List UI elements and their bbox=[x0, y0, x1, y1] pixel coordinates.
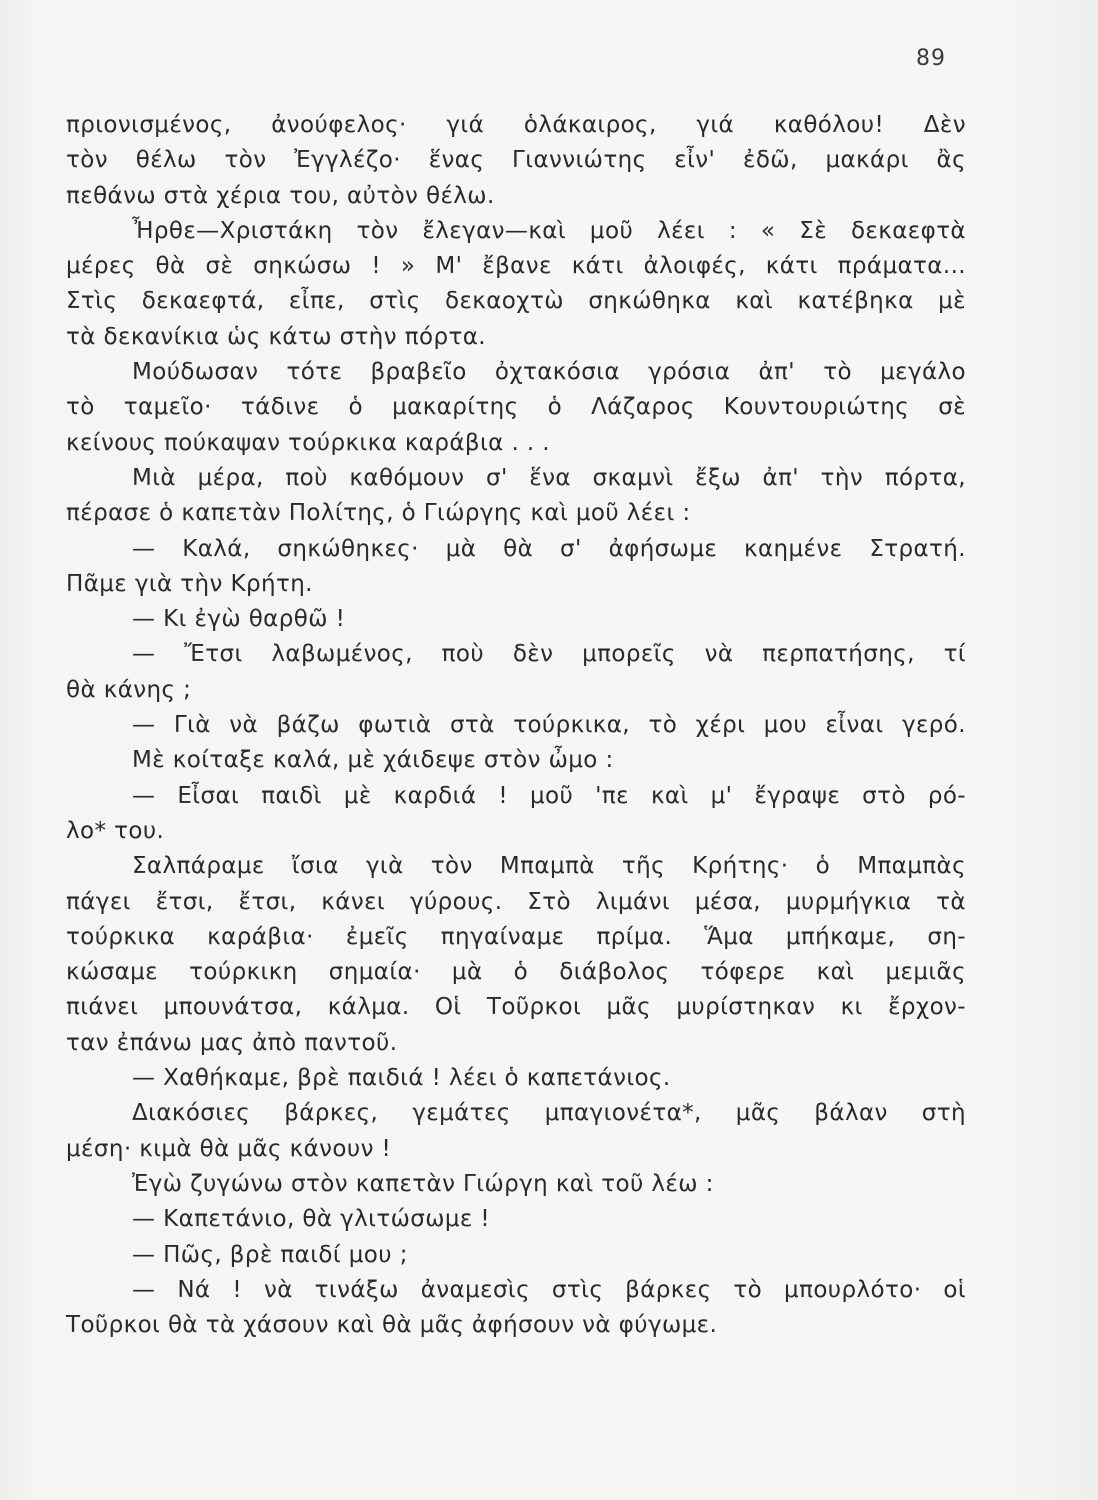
text-line: — Καλά, σηκώθηκες· μὰ θὰ σ' ἀφήσωμε καημένε Στρατή. bbox=[132, 535, 966, 562]
text-line: — Νά ! νὰ τινάξω ἀναμεσὶς στὶς βάρκες τὸ μπουρλότο· οἱ bbox=[132, 1276, 966, 1303]
text-line: πεθάνω στὰ χέρια του, αὐτὸν θέλω. bbox=[66, 182, 495, 209]
text-line: Σαλπάραμε ἴσια γιὰ τὸν Μπαμπὰ τῆς Κρήτης· ὁ Μπαμπὰς bbox=[132, 853, 966, 880]
text-line: λο* του. bbox=[66, 817, 165, 844]
text-line: Μούδωσαν τότε βραβεῖο ὀχτακόσια γρόσια ἀπ' τὸ μεγάλο bbox=[132, 359, 966, 386]
text-line: πριονισμένος, ἀνούφελος· γιά ὁλάκαιρος, γιά καθόλου! Δὲν bbox=[66, 112, 966, 138]
text-line: Ἦρθε—Χριστάκη τὸν ἔλεγαν—καὶ μοῦ λέει : « Σὲ δεκαεφτὰ bbox=[132, 217, 966, 244]
text-line: πάγει ἔτσι, ἔτσι, κάνει γύρους. Στὸ λιμάνι μέσα, μυρμήγκια τὰ bbox=[66, 888, 966, 915]
text-line: θὰ κάνης ; bbox=[66, 676, 192, 703]
text-line: Διακόσιες βάρκες, γεμάτες μπαγιονέτα*, μᾶς βάλαν στὴ bbox=[132, 1100, 966, 1127]
text-line: — Εἶσαι παιδὶ μὲ καρδιά ! μοῦ 'πε καὶ μ' ἔγραψε στὸ ρό- bbox=[132, 782, 966, 809]
text-line: Πᾶμε γιὰ τὴν Κρήτη. bbox=[66, 570, 313, 597]
text-line: μέση· κιμὰ θὰ μᾶς κάνουν ! bbox=[66, 1135, 392, 1162]
body-text bbox=[66, 108, 966, 1343]
text-line: — Καπετάνιο, θὰ γλιτώσωμε ! bbox=[132, 1206, 491, 1233]
text-line: ταν ἐπάνω μας ἀπὸ παντοῦ. bbox=[66, 1029, 398, 1056]
page-number: 89 bbox=[916, 46, 946, 71]
text-line: Ἐγὼ ζυγώνω στὸν καπετὰν Γιώργη καὶ τοῦ λέω : bbox=[132, 1170, 714, 1197]
text-line: κώσαμε τούρκικη σημαία· μὰ ὁ διάβολος τόφερε καὶ μεμιᾶς bbox=[66, 959, 966, 986]
text-line: μέρες θὰ σὲ σηκώσω ! » Μ' ἔβανε κάτι ἀλοιφές, κάτι πράματα... bbox=[66, 253, 966, 280]
text-line: Στὶς δεκαεφτά, εἶπε, στὶς δεκαοχτὼ σηκώθηκα καὶ κατέβηκα μὲ bbox=[66, 288, 966, 315]
text-line: τὰ δεκανίκια ὡς κάτω στὴν πόρτα. bbox=[66, 323, 486, 350]
text-line: — Πῶς, βρὲ παιδί μου ; bbox=[132, 1241, 408, 1268]
text-line: πιάνει μπουνάτσα, κάλμα. Οἱ Τοῦρκοι μᾶς μυρίστηκαν κι ἔρχον- bbox=[66, 994, 966, 1021]
text-line: — Κι ἐγὼ θαρθῶ ! bbox=[132, 606, 346, 633]
text-line: τούρκικα καράβια· ἐμεῖς πηγαίναμε πρίμα. Ἅμα μπήκαμε, ση- bbox=[66, 923, 966, 950]
text-line: κείνους πούκαψαν τούρκικα καράβια . . . bbox=[66, 429, 551, 456]
text-line: Τοῦρκοι θὰ τὰ χάσουν καὶ θὰ μᾶς ἀφήσουν νὰ φύγωμε. bbox=[66, 1312, 718, 1339]
text-line: τὸν θέλω τὸν Ἐγγλέζο· ἕνας Γιαννιώτης εἶν' ἐδῶ, μακάρι ἂς bbox=[66, 147, 966, 174]
text-line: — Γιὰ νὰ βάζω φωτιὰ στὰ τούρκικα, τὸ χέρι μου εἶναι γερό. bbox=[132, 712, 966, 739]
text-line: πέρασε ὁ καπετὰν Πολίτης, ὁ Γιώργης καὶ μοῦ λέει : bbox=[66, 500, 691, 527]
text-line: — Χαθήκαμε, βρὲ παιδιά ! λέει ὁ καπετάνιος. bbox=[132, 1065, 671, 1092]
text-line: Μὲ κοίταξε καλά, μὲ χάιδεψε στὸν ὦμο : bbox=[132, 747, 614, 774]
text-line: τὸ ταμεῖο· τάδινε ὁ μακαρίτης ὁ Λάζαρος Κουντουριώτης σὲ bbox=[66, 394, 966, 421]
text-line: — Ἔτσι λαβωμένος, ποὺ δὲν μπορεῖς νὰ περπατήσης, τί bbox=[132, 641, 966, 668]
text-line: Μιὰ μέρα, ποὺ καθόμουν σ' ἕνα σκαμνὶ ἔξω ἀπ' τὴν πόρτα, bbox=[132, 464, 966, 491]
